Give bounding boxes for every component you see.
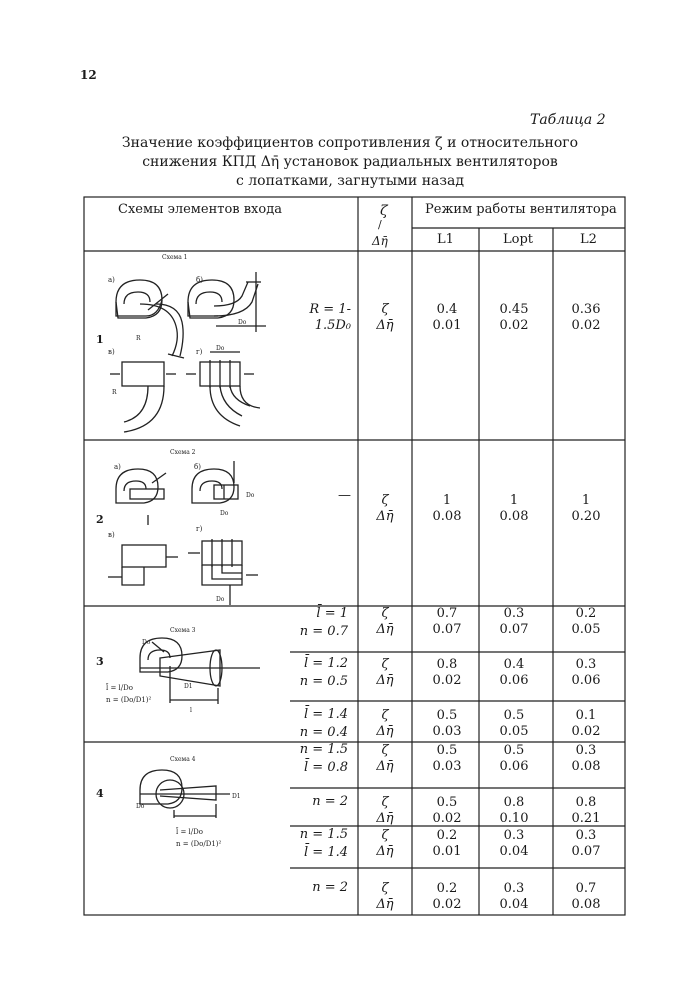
- zeta-value: 0.3: [503, 881, 525, 896]
- scheme-1-label: Схема 1: [162, 254, 188, 261]
- zeta-symbol: ζ: [381, 302, 389, 317]
- zeta-symbol: ζ: [381, 657, 389, 672]
- header-mode-l1: L1: [437, 232, 454, 247]
- row-4-cond-3b: l̄ = 1.4: [304, 845, 348, 860]
- zeta-value: 0.36: [571, 302, 601, 317]
- scheme-3-label: Схема 3: [170, 627, 196, 634]
- deta-value: 0.01: [432, 844, 462, 859]
- zeta-value: 0.3: [503, 828, 525, 843]
- header-mode-lopt: Lopt: [503, 232, 534, 247]
- zeta-symbol: ζ: [381, 795, 389, 810]
- deta-value: 0.06: [499, 759, 529, 774]
- zeta-value: 0.5: [436, 743, 458, 758]
- row-3-cond-2a: l̄ = 1.2: [304, 656, 348, 671]
- row-3-cond-1b: n = 0.7: [299, 624, 348, 639]
- deta-value: 0.06: [499, 673, 529, 688]
- page-number: 12: [80, 68, 97, 82]
- deta-value: 0.02: [432, 811, 462, 826]
- header-mode-l2: L2: [580, 232, 597, 247]
- deta-value: 0.01: [432, 318, 462, 333]
- row-1-cond-1: R = 1-: [309, 302, 351, 317]
- svg-text:D1: D1: [184, 683, 193, 690]
- zeta-value: 0.5: [503, 743, 525, 758]
- zeta-value: 0.4: [503, 657, 525, 672]
- row-3-cond-3b: n = 0.4: [299, 725, 348, 740]
- title-line-3: с лопатками, загнутыми назад: [236, 173, 464, 189]
- header-deta: Δη̄: [372, 234, 388, 248]
- deta-value: 0.03: [432, 759, 462, 774]
- deta-value: 0.10: [499, 811, 529, 826]
- scheme-3-formula-2: n = (Do/D1)²: [106, 696, 152, 704]
- zeta-value: 0.3: [503, 606, 525, 621]
- deta-value: 0.08: [432, 509, 462, 524]
- deta-symbol: Δη̄: [376, 673, 394, 688]
- row-3-number: 3: [96, 655, 104, 668]
- zeta-value: 0.7: [575, 881, 597, 896]
- s2-sub-b: б): [194, 463, 201, 471]
- zeta-symbol: ζ: [381, 743, 389, 758]
- s2-sub-a: а): [114, 463, 121, 471]
- deta-value: 0.08: [571, 897, 601, 912]
- svg-text:Do: Do: [246, 492, 255, 499]
- zeta-value: 0.2: [436, 881, 458, 896]
- header-zeta-slash: /: [378, 218, 382, 231]
- deta-symbol: Δη̄: [376, 509, 394, 524]
- zeta-value: 1: [509, 493, 519, 508]
- zeta-value: 0.3: [575, 743, 597, 758]
- zeta-symbol: ζ: [381, 708, 389, 723]
- zeta-symbol: ζ: [381, 881, 389, 896]
- s1-sub-d: г): [196, 348, 203, 356]
- deta-value: 0.07: [499, 622, 529, 637]
- s1-sub-a: а): [108, 276, 115, 284]
- deta-value: 0.05: [571, 622, 601, 637]
- zeta-value: 0.2: [436, 828, 458, 843]
- title-line-1: Значение коэффициентов сопротивления ζ и относительного: [121, 135, 579, 151]
- table-label: Таблица 2: [530, 112, 606, 128]
- svg-text:l: l: [190, 707, 192, 714]
- svg-text:Do: Do: [216, 596, 225, 603]
- zeta-value: 0.8: [575, 795, 597, 810]
- zeta-value: 0.5: [436, 708, 458, 723]
- svg-text:Do: Do: [142, 639, 151, 646]
- zeta-value: 0.7: [436, 606, 458, 621]
- row-3-cond-2b: n = 0.5: [299, 674, 348, 689]
- row-1-number: 1: [96, 333, 104, 346]
- deta-value: 0.20: [571, 509, 601, 524]
- zeta-value: 0.45: [499, 302, 529, 317]
- deta-value: 0.08: [571, 759, 601, 774]
- deta-value: 0.21: [571, 811, 601, 826]
- deta-value: 0.02: [432, 673, 462, 688]
- deta-value: 0.03: [432, 724, 462, 739]
- deta-symbol: Δη̄: [376, 318, 394, 333]
- deta-value: 0.02: [499, 318, 529, 333]
- zeta-value: 0.5: [436, 795, 458, 810]
- scheme-2-label: Схема 2: [170, 449, 196, 456]
- svg-text:R: R: [136, 335, 141, 342]
- s2-sub-d: г): [196, 525, 203, 533]
- svg-text:Do: Do: [136, 803, 145, 810]
- deta-value: 0.02: [571, 318, 601, 333]
- title-line-2: снижения КПД Δη̄ установок радиальных вентиляторов: [142, 154, 558, 170]
- scheme-4-formula-1: l̄ = l/Do: [176, 828, 203, 836]
- zeta-value: 0.3: [575, 828, 597, 843]
- zeta-value: 0.8: [503, 795, 525, 810]
- deta-symbol: Δη̄: [376, 844, 394, 859]
- s1-sub-c: в): [108, 348, 115, 356]
- deta-value: 0.02: [432, 897, 462, 912]
- header-zeta: ζ: [380, 203, 388, 219]
- s1-sub-b: б): [196, 276, 203, 284]
- zeta-symbol: ζ: [381, 828, 389, 843]
- zeta-value: 0.4: [436, 302, 458, 317]
- deta-symbol: Δη̄: [376, 811, 394, 826]
- row-4-number: 4: [96, 787, 104, 800]
- deta-value: 0.04: [499, 844, 529, 859]
- scheme-4-label: Схема 4: [170, 756, 196, 763]
- row-2-number: 2: [96, 513, 104, 526]
- deta-symbol: Δη̄: [376, 897, 394, 912]
- deta-symbol: Δη̄: [376, 622, 394, 637]
- header-schemes: Схемы элементов входа: [118, 202, 282, 217]
- zeta-value: 1: [581, 493, 591, 508]
- svg-text:R: R: [112, 389, 117, 396]
- deta-value: 0.08: [499, 509, 529, 524]
- row-2-cond: —: [338, 488, 351, 503]
- header-mode: Режим работы вентилятора: [425, 202, 617, 217]
- zeta-value: 0.2: [575, 606, 597, 621]
- scheme-2-drawing: [96, 455, 296, 605]
- row-4-cond-4: n = 2: [312, 880, 348, 895]
- row-4-cond-1b: l̄ = 0.8: [304, 760, 348, 775]
- deta-value: 0.07: [571, 844, 601, 859]
- zeta-value: 0.5: [503, 708, 525, 723]
- zeta-value: 0.1: [575, 708, 597, 723]
- scheme-1-drawing: [96, 262, 296, 434]
- zeta-value: 0.3: [575, 657, 597, 672]
- scheme-4-drawing: [120, 760, 260, 830]
- row-4-cond-1a: n = 1.5: [299, 742, 348, 757]
- scheme-3-formula-1: l̄ = l/Do: [106, 684, 133, 692]
- svg-text:Do: Do: [238, 319, 247, 326]
- row-4-cond-2: n = 2: [312, 794, 348, 809]
- row-4-cond-3a: n = 1.5: [299, 827, 348, 842]
- deta-symbol: Δη̄: [376, 759, 394, 774]
- svg-text:Do: Do: [216, 345, 225, 352]
- deta-value: 0.02: [571, 724, 601, 739]
- zeta-value: 1: [442, 493, 452, 508]
- zeta-value: 0.8: [436, 657, 458, 672]
- svg-text:D1: D1: [232, 793, 241, 800]
- row-3-cond-3a: l̄ = 1.4: [304, 707, 348, 722]
- deta-symbol: Δη̄: [376, 724, 394, 739]
- zeta-symbol: ζ: [381, 606, 389, 621]
- zeta-symbol: ζ: [381, 493, 389, 508]
- scheme-4-formula-2: n = (Do/D1)²: [176, 840, 222, 848]
- s2-sub-c: в): [108, 531, 115, 539]
- deta-value: 0.06: [571, 673, 601, 688]
- deta-value: 0.07: [432, 622, 462, 637]
- svg-text:Do: Do: [220, 510, 229, 517]
- row-3-cond-1a: l̄ = 1: [316, 606, 348, 621]
- row-1-cond-2: 1.5D₀: [314, 318, 351, 333]
- deta-value: 0.05: [499, 724, 529, 739]
- deta-value: 0.04: [499, 897, 529, 912]
